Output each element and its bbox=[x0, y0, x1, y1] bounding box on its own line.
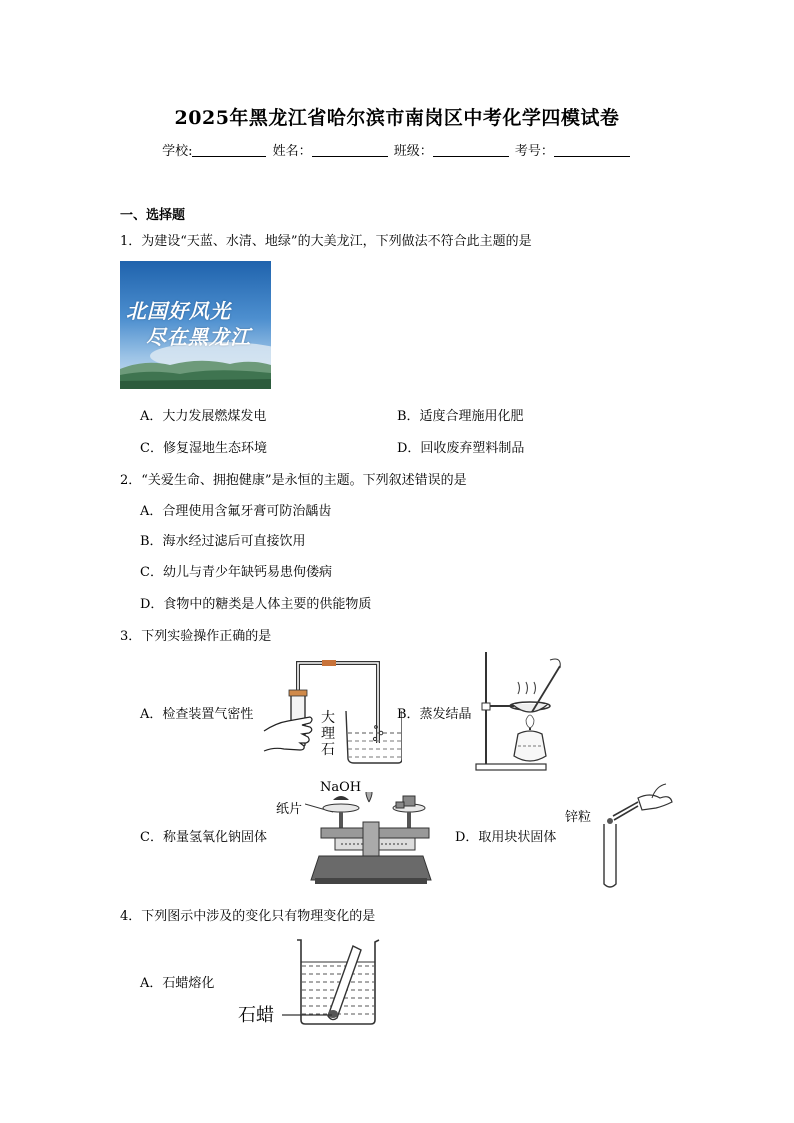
q3-option-c[interactable]: C．称量氢氧化钠固体 bbox=[140, 830, 267, 845]
name-label: 姓名： bbox=[272, 144, 312, 159]
marble-label-char: 石 bbox=[321, 742, 335, 758]
q1-option-d[interactable]: D．回收废弃塑料制品 bbox=[397, 441, 525, 456]
q1-option-c[interactable]: C．修复湿地生态环境 bbox=[140, 441, 267, 456]
banner-line-2: 尽在黑龙江 bbox=[146, 325, 251, 349]
q1-option-a[interactable]: A．大力发展燃煤发电 bbox=[140, 409, 267, 424]
class-label: 班级： bbox=[393, 144, 433, 159]
marble-label bbox=[320, 710, 336, 758]
marble-label-char: 大 bbox=[321, 710, 335, 726]
section-title: 一、选择题 bbox=[120, 208, 186, 223]
heilongjiang-banner-image bbox=[120, 261, 271, 389]
q2-option-c[interactable]: C．幼儿与青少年缺钙易患佝偻病 bbox=[140, 565, 332, 580]
q4-option-a[interactable]: A．石蜡熔化 bbox=[140, 976, 215, 991]
solid-taking-figure bbox=[596, 780, 676, 890]
naoh-label: NaOH bbox=[320, 780, 362, 795]
page-title: 2025年黑龙江省哈尔滨市南岗区中考化学四模试卷 bbox=[174, 107, 620, 129]
q3-option-d[interactable]: D．取用块状固体 bbox=[455, 830, 557, 845]
student-info-line bbox=[0, 140, 794, 159]
name-blank[interactable] bbox=[312, 142, 388, 157]
school-blank[interactable] bbox=[192, 142, 266, 157]
question-4-stem: 4．下列图示中涉及的变化只有物理变化的是 bbox=[120, 909, 376, 924]
q3-option-b[interactable]: B．蒸发结晶 bbox=[397, 707, 472, 722]
marble-label-char: 理 bbox=[321, 726, 335, 742]
class-blank[interactable] bbox=[433, 142, 509, 157]
school-label: 学校: bbox=[162, 144, 193, 159]
zinc-label: 锌粒 bbox=[565, 810, 592, 825]
number-blank[interactable] bbox=[554, 142, 630, 157]
wax-label: 石蜡 bbox=[238, 1005, 274, 1026]
banner-line-1: 北国好风光 bbox=[126, 299, 231, 323]
wax-pointer-line bbox=[282, 1013, 332, 1017]
q1-option-b[interactable]: B．适度合理施用化肥 bbox=[397, 409, 524, 424]
question-3-stem: 3．下列实验操作正确的是 bbox=[120, 629, 272, 644]
number-label: 考号： bbox=[514, 144, 554, 159]
q3-option-a[interactable]: A．检查装置气密性 bbox=[140, 707, 254, 722]
question-2-stem: 2．“关爱生命、拥抱健康”是永恒的主题。下列叙述错误的是 bbox=[120, 473, 467, 488]
evaporation-figure bbox=[474, 648, 574, 772]
paper-label: 纸片 bbox=[276, 802, 303, 817]
q2-option-a[interactable]: A．合理使用含氟牙膏可防治龋齿 bbox=[140, 504, 332, 519]
question-1-stem: 1．为建设“天蓝、水清、地绿”的大美龙江，下列做法不符合此主题的是 bbox=[120, 234, 532, 249]
q2-option-d[interactable]: D．食物中的糖类是人体主要的供能物质 bbox=[140, 597, 372, 612]
balance-figure bbox=[305, 792, 435, 888]
q2-option-b[interactable]: B．海水经过滤后可直接饮用 bbox=[140, 534, 306, 549]
